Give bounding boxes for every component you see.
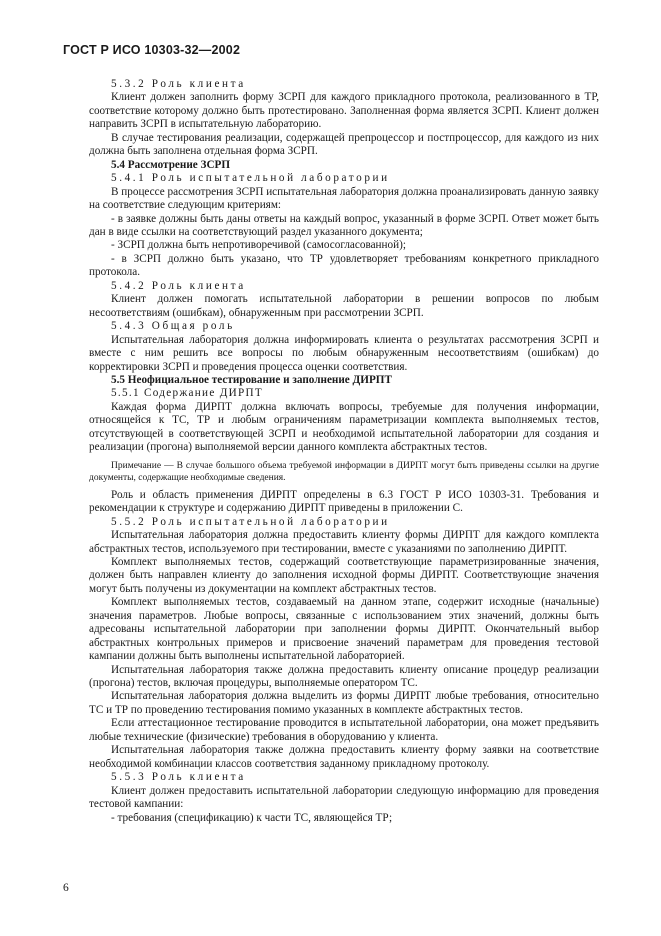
paragraph: Комплект выполняемых тестов, создаваемый на данном этапе, содержит исходные (начальные) значения параметров. Любые вопросы, связанные с использованием этих значений, должны быть адресованы испытательной лаборатории при заполнении формы ДИРПТ. Окончательный выбор абстрактных контрольных примеров и присвоение значений параметрам для проведения тестовой кампании должны быть выполнены испытательной лабораторией. — [89, 596, 599, 663]
note: Примечание — В случае большого объема требуемой информации в ДИРПТ могут быть приведены ссылки на другие документы, содержащие необходимые сведения. — [89, 460, 599, 483]
paragraph: В случае тестирования реализации, содержащей препроцессор и постпроцессор, для каждого из них должна быть заполнена отдельная форма ЗСРП. — [89, 131, 599, 158]
paragraph: Комплект выполняемых тестов, содержащий соответствующие параметризированные значения, должен быть направлен клиенту до заполнения исходной формы ДИРПТ. Соответствующие значения могут быть получены из документации на комплект абстрактных тестов. — [89, 555, 599, 595]
list-item: - в заявке должны быть даны ответы на каждый вопрос, указанный в форме ЗСРП. Ответ может быть дан в виде ссылки на соответствующий раздел указанного документа; — [89, 212, 599, 238]
paragraph: Испытательная лаборатория должна информировать клиента о результатах рассмотрения ЗСРП и вместе с ним решить все вопросы по любым обнаруженным несоответствиям (ошибкам) до корректировки ЗСРП и проведения процесса оценки соответствия. — [89, 333, 599, 373]
paragraph: Испытательная лаборатория должна выделить из формы ДИРПТ любые требования, относительно ТС и ТР по проведению тестирования помимо указанных в комплекте абстрактных тестов. — [89, 690, 599, 716]
subsection-heading: 5.4.1 Роль испытательной лаборатории — [111, 172, 390, 185]
paragraph: Клиент должен предоставить испытательной лаборатории следующую информацию для проведения тестовой кампании: — [89, 784, 599, 811]
list-item: - требования (спецификацию) к части ТС, являющейся ТР; — [111, 811, 393, 824]
subsection-heading: 5.4.3 Общая роль — [111, 320, 235, 333]
paragraph: В процессе рассмотрения ЗСРП испытательная лаборатория должна проанализировать данную заявку на соответствие следующим критериям: — [89, 185, 599, 212]
subsection-heading: 5.5.2 Роль испытательной лаборатории — [111, 515, 390, 528]
subsection-heading: 5.3.2 Роль клиента — [111, 78, 246, 90]
paragraph: Испытательная лаборатория также должна предоставить клиенту форму заявки на соответствие необходимой комбинации классов соответствия заданному прикладному протоколу. — [89, 744, 599, 770]
section-heading: 5.5 Неофициальное тестирование и заполнение ДИРПТ — [111, 373, 392, 386]
paragraph: Клиент должен заполнить форму ЗСРП для каждого прикладного протокола, реализованного в ТР, соответствие которому должно быть протестировано. Заполненная форма является ЗСРП. Клиент должен направить ЗСРП в испытательную лабораторию. — [89, 91, 599, 131]
subsection-heading: 5.5.3 Роль клиента — [111, 771, 246, 784]
paragraph: Роль и область применения ДИРПТ определены в 6.3 ГОСТ Р ИСО 10303-31. Требования и рекомендации к структуре и содержанию ДИРПТ приведены в приложении С. — [89, 488, 599, 515]
paragraph: Каждая форма ДИРПТ должна включать вопросы, требуемые для получения информации, относящейся к ТС, ТР и любым ограничениям параметризации комплекта выполняемых тестов, отсутствующей в соответствующей ЗСРП и необходимой испытательной лаборатории для создания и реализации (прогона) выполняемой версии данного комплекта абстрактных тестов. — [89, 400, 599, 454]
list-item: - ЗСРП должна быть непротиворечивой (самосогласованной); — [111, 239, 406, 252]
paragraph: Испытательная лаборатория должна предоставить клиенту формы ДИРПТ для каждого комплекта абстрактных тестов, используемого при тестировании, вместе с указаниями по заполнению ДИРПТ. — [89, 529, 599, 555]
running-header: ГОСТ Р ИСО 10303-32—2002 — [63, 43, 241, 57]
paragraph: Клиент должен помогать испытательной лаборатории в решении вопросов по любым несоответствиям (ошибкам), обнаруженным при рассмотрении ЗСРП. — [89, 293, 599, 319]
page-body — [89, 78, 599, 825]
subsection-heading: 5.4.2 Роль клиента — [111, 279, 246, 292]
section-heading: 5.4 Рассмотрение ЗСРП — [111, 158, 231, 171]
paragraph: Испытательная лаборатория также должна предоставить клиенту описание процедур реализации (прогона) тестов, включая процедуры, выполняемые оператором ТС. — [89, 663, 599, 690]
paragraph: Если аттестационное тестирование проводится в испытательной лаборатории, она может предъявить любые технические (физические) требования в оборудованию у клиента. — [89, 717, 599, 743]
list-item: - в ЗСРП должно быть указано, что ТР удовлетворяет требованиям конкретного прикладного протокола. — [89, 252, 599, 279]
page-number: 6 — [63, 882, 69, 894]
subsection-heading: 5.5.1 Содержание ДИРПТ — [111, 387, 264, 400]
